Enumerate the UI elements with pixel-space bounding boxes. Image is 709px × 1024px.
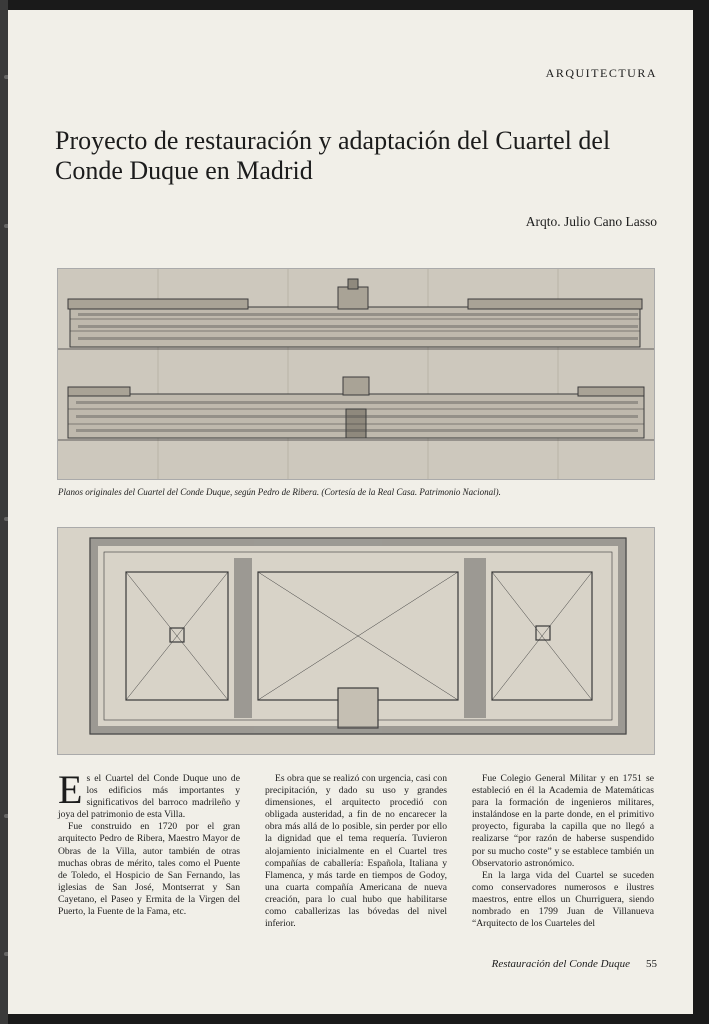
binding-edge — [0, 0, 8, 1024]
elevations-drawing-svg — [58, 269, 654, 479]
floor-plan-drawing-svg — [58, 528, 654, 754]
paragraph: Fue Colegio General Militar y en 1751 se estableció en él la Academia de Matemáticas para la formación de ingenieros militares, instalándose en la parte donde, en el primitivo proyecto, figuraba la capilla que no llegó a realizarse “por razón de haberse suspendido por su mucho coste” y se establece también un Observatorio astronómico. — [472, 773, 654, 869]
running-head: Restauración del Conde Duque — [491, 958, 630, 970]
article-title: Proyecto de restauración y adaptación del Cuartel del Conde Duque en Madrid — [55, 126, 611, 185]
page-number: 55 — [646, 958, 657, 970]
page-footer — [0, 958, 657, 970]
section-label: ARQUITECTURA — [545, 66, 657, 80]
paragraph: Es obra que se realizó con urgencia, casi con precipitación, y dado su uso y grandes dimensiones, el arquitecto procedió con obligada austeridad, a fin de no encarecer la obra más allá de lo posible, sin perder por ello la dignidad que el tema requería. Tuvieron alojamiento inicialmente en el Cuartel tres compañías de caballería: Española, Italiana y Flamenca, y más tarde en tiempos de Godoy, una cuarta compañía Americana de nueva creación, para lo cual hubo que habilitarse como caballerizas las bóvedas del nivel inferior. — [265, 773, 447, 930]
paragraph-text: s el Cuartel del Conde Duque uno de los edificios más importantes y significativos del barroco madrileño y joya del patrimonio de esta Villa. — [58, 773, 240, 821]
paragraph — [58, 767, 240, 821]
drop-cap: E — [58, 767, 83, 812]
paragraph: Fue construido en 1720 por el gran arquitecto Pedro de Ribera, Maestro Mayor de Obras de la Villa, autor también de otras muchas obras de mérito, tales como el Puente de Toledo, el Hospicio de San Fernando, las iglesias de San José, Montserrat y San Cayetano, el Paseo y Ermita de la Virgen del Puerto, la Fuente de la Fama, etc. — [58, 821, 240, 918]
body-column-3 — [472, 773, 654, 930]
floor-plan-drawing — [57, 527, 655, 755]
elevations-drawing — [57, 268, 655, 480]
body-column-1 — [58, 767, 240, 918]
body-column-2 — [265, 773, 447, 930]
article-author: Arqto. Julio Cano Lasso — [525, 214, 657, 229]
paragraph: En la larga vida del Cuartel se suceden como conservadores numerosos e ilustres maestros, entre ellos un Churriguera, siendo nombrado en 1799 Juan de Villanueva “Arquitecto de los Cuarteles del — [472, 869, 654, 930]
elevations-caption: Planos originales del Cuartel del Conde Duque, según Pedro de Ribera. (Cortesía de la Real Casa. Patrimonio Nacional). — [58, 487, 501, 497]
